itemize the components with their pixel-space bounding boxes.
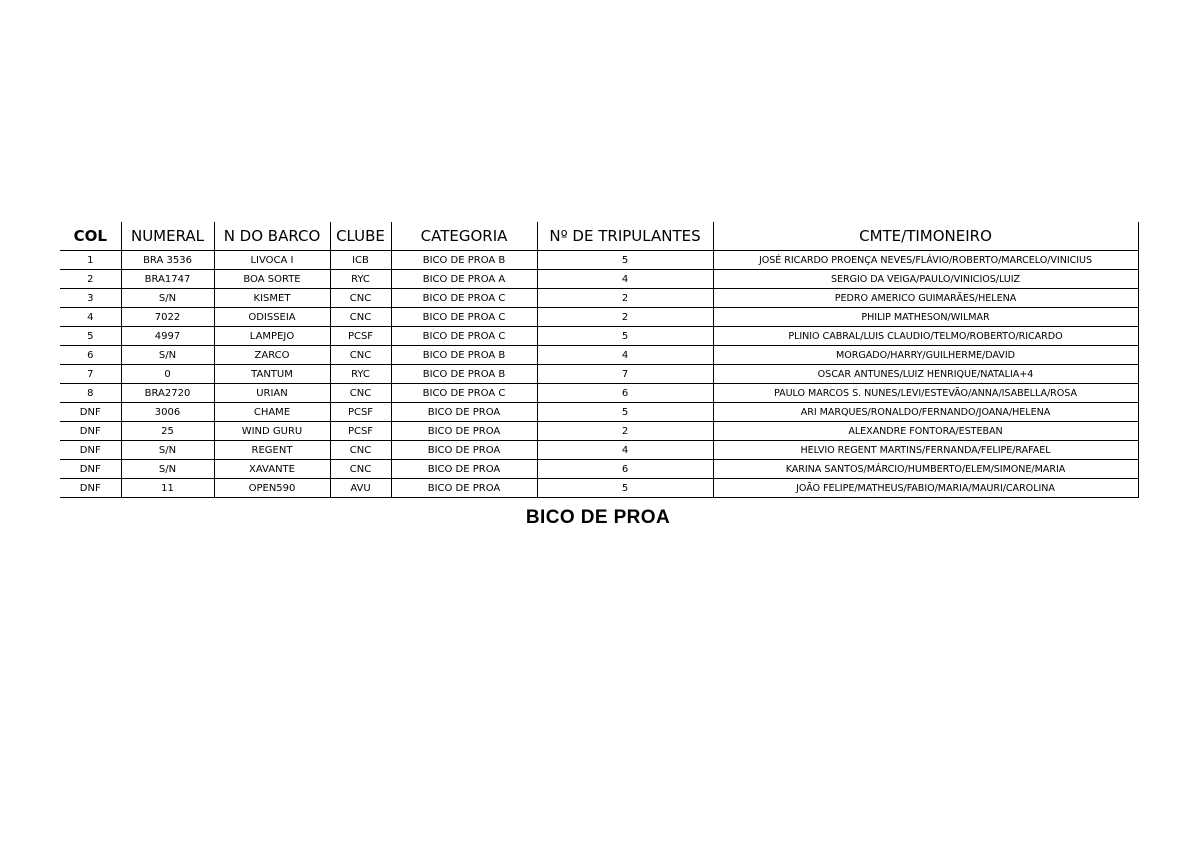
table-row <box>60 441 1138 460</box>
table-row <box>60 460 1138 479</box>
table-row <box>60 403 1138 422</box>
numeral-cell: BRA 3536 <box>121 251 214 270</box>
col-cell: DNF <box>60 460 121 479</box>
club-cell: CNC <box>330 308 391 327</box>
crew-count-cell: 2 <box>537 422 713 441</box>
club-cell: CNC <box>330 346 391 365</box>
numeral-cell: 25 <box>121 422 214 441</box>
col-cell: 8 <box>60 384 121 403</box>
header-numeral: NUMERAL <box>121 222 214 251</box>
category-cell: BICO DE PROA B <box>391 346 537 365</box>
col-cell: DNF <box>60 403 121 422</box>
col-cell: 6 <box>60 346 121 365</box>
crew-count-cell: 5 <box>537 403 713 422</box>
crew-count-cell: 2 <box>537 308 713 327</box>
club-cell: CNC <box>330 441 391 460</box>
crew-count-cell: 4 <box>537 441 713 460</box>
category-cell: BICO DE PROA <box>391 479 537 498</box>
boat-name-cell: XAVANTE <box>214 460 330 479</box>
crew-cell: OSCAR ANTUNES/LUIZ HENRIQUE/NATALIA+4 <box>713 365 1138 384</box>
crew-count-cell: 2 <box>537 289 713 308</box>
numeral-cell: 0 <box>121 365 214 384</box>
category-cell: BICO DE PROA C <box>391 327 537 346</box>
crew-cell: SERGIO DA VEIGA/PAULO/VINICIOS/LUIZ <box>713 270 1138 289</box>
club-cell: ICB <box>330 251 391 270</box>
numeral-cell: 4997 <box>121 327 214 346</box>
results-table <box>60 222 1139 498</box>
numeral-cell: S/N <box>121 289 214 308</box>
crew-cell: PEDRO AMERICO GUIMARÃES/HELENA <box>713 289 1138 308</box>
category-cell: BICO DE PROA C <box>391 308 537 327</box>
boat-name-cell: BOA SORTE <box>214 270 330 289</box>
club-cell: RYC <box>330 270 391 289</box>
header-col: COL <box>60 222 121 251</box>
boat-name-cell: WIND GURU <box>214 422 330 441</box>
boat-name-cell: LAMPEJO <box>214 327 330 346</box>
col-cell: 1 <box>60 251 121 270</box>
crew-cell: ALEXANDRE FONTORA/ESTEBAN <box>713 422 1138 441</box>
footer-title: BICO DE PROA <box>525 507 671 528</box>
numeral-cell: S/N <box>121 441 214 460</box>
col-cell: DNF <box>60 479 121 498</box>
club-cell: PCSF <box>330 327 391 346</box>
crew-count-cell: 6 <box>537 384 713 403</box>
category-cell: BICO DE PROA B <box>391 251 537 270</box>
header-category: CATEGORIA <box>391 222 537 251</box>
boat-name-cell: ZARCO <box>214 346 330 365</box>
crew-cell: PHILIP MATHESON/WILMAR <box>713 308 1138 327</box>
crew-count-cell: 5 <box>537 327 713 346</box>
category-cell: BICO DE PROA <box>391 403 537 422</box>
boat-name-cell: KISMET <box>214 289 330 308</box>
col-cell: 7 <box>60 365 121 384</box>
table-row <box>60 384 1138 403</box>
numeral-cell: S/N <box>121 460 214 479</box>
header-crew-count: Nº DE TRIPULANTES <box>537 222 713 251</box>
numeral-cell: 3006 <box>121 403 214 422</box>
category-cell: BICO DE PROA B <box>391 365 537 384</box>
category-cell: BICO DE PROA <box>391 441 537 460</box>
table-row <box>60 327 1138 346</box>
crew-cell: ARI MARQUES/RONALDO/FERNANDO/JOANA/HELENA <box>713 403 1138 422</box>
col-cell: DNF <box>60 441 121 460</box>
header-boat-name: N DO BARCO <box>214 222 330 251</box>
crew-cell: MORGADO/HARRY/GUILHERME/DAVID <box>713 346 1138 365</box>
table-row <box>60 365 1138 384</box>
numeral-cell: 11 <box>121 479 214 498</box>
table-row <box>60 251 1138 270</box>
col-cell: 5 <box>60 327 121 346</box>
category-cell: BICO DE PROA A <box>391 270 537 289</box>
club-cell: RYC <box>330 365 391 384</box>
boat-name-cell: TANTUM <box>214 365 330 384</box>
crew-count-cell: 5 <box>537 251 713 270</box>
numeral-cell: BRA1747 <box>121 270 214 289</box>
boat-name-cell: REGENT <box>214 441 330 460</box>
crew-cell: KARINA SANTOS/MÁRCIO/HUMBERTO/ELEM/SIMONE/MARIA <box>713 460 1138 479</box>
boat-name-cell: LIVOCA I <box>214 251 330 270</box>
club-cell: PCSF <box>330 403 391 422</box>
crew-count-cell: 4 <box>537 270 713 289</box>
crew-count-cell: 6 <box>537 460 713 479</box>
table-row <box>60 289 1138 308</box>
club-cell: CNC <box>330 460 391 479</box>
crew-cell: JOÃO FELIPE/MATHEUS/FABIO/MARIA/MAURI/CAROLINA <box>713 479 1138 498</box>
col-cell: DNF <box>60 422 121 441</box>
crew-cell: PLINIO CABRAL/LUIS CLAUDIO/TELMO/ROBERTO/RICARDO <box>713 327 1138 346</box>
boat-name-cell: OPEN590 <box>214 479 330 498</box>
category-cell: BICO DE PROA C <box>391 289 537 308</box>
club-cell: CNC <box>330 289 391 308</box>
col-cell: 3 <box>60 289 121 308</box>
boat-name-cell: URIAN <box>214 384 330 403</box>
numeral-cell: 7022 <box>121 308 214 327</box>
header-club: CLUBE <box>330 222 391 251</box>
table-row <box>60 479 1138 498</box>
crew-count-cell: 4 <box>537 346 713 365</box>
crew-cell: PAULO MARCOS S. NUNES/LEVI/ESTEVÃO/ANNA/ISABELLA/ROSA <box>713 384 1138 403</box>
crew-count-cell: 7 <box>537 365 713 384</box>
category-cell: BICO DE PROA <box>391 422 537 441</box>
crew-cell: JOSÉ RICARDO PROENÇA NEVES/FLÁVIO/ROBERTO/MARCELO/VINICIUS <box>713 251 1138 270</box>
col-cell: 4 <box>60 308 121 327</box>
col-cell: 2 <box>60 270 121 289</box>
club-cell: PCSF <box>330 422 391 441</box>
numeral-cell: S/N <box>121 346 214 365</box>
category-cell: BICO DE PROA <box>391 460 537 479</box>
crew-cell: HELVIO REGENT MARTINS/FERNANDA/FELIPE/RAFAEL <box>713 441 1138 460</box>
table-row <box>60 270 1138 289</box>
category-cell: BICO DE PROA C <box>391 384 537 403</box>
table-row <box>60 346 1138 365</box>
boat-name-cell: ODISSEIA <box>214 308 330 327</box>
header-skipper: CMTE/TIMONEIRO <box>713 222 1138 251</box>
header-row <box>60 222 1138 251</box>
club-cell: AVU <box>330 479 391 498</box>
table-row <box>60 422 1138 441</box>
results-body <box>60 251 1138 498</box>
numeral-cell: BRA2720 <box>121 384 214 403</box>
boat-name-cell: CHAME <box>214 403 330 422</box>
crew-count-cell: 5 <box>537 479 713 498</box>
table-row <box>60 308 1138 327</box>
club-cell: CNC <box>330 384 391 403</box>
